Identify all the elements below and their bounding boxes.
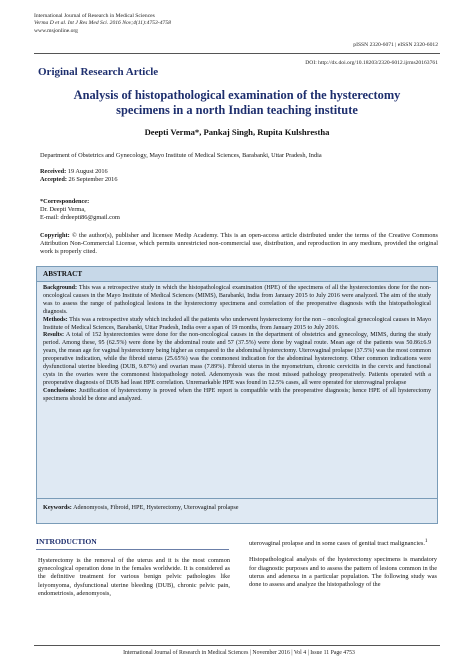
methods-label: Methods: [43, 316, 68, 323]
received-label: Received: [40, 168, 67, 175]
results-text: A total of 152 hysterectomies were done for the non-oncological causes in the department of obstetrics and gynecology, MIMS, during the study period. Among these, 95 (62.5%) were done by the abdominal route and 57 (37.5%) were done by vaginal route. Mean age of the patients was 50.86±6.9 years, the mean age for vaginal hysterectomy being higher as compared to the abdominal hysterectomy. Uterovaginal prolapse (37.5%) was the most common preoperative indication, while the fibroid uterus (25.65%) was the commonest indication for the abdominal hysterectomy. Other common indications were dysfunctional uterine bleeding (DUB, 9.87%) and ovarian mass (7.89%). Fibroid uterus in the myometrium, chronic cervicitis in the cervix and functional cysts in the ovaries were the commonest histopathology noted. Adenomyosis was the most missed pathology preoperatively. Patients operated with a preoperative diagnosis of DUB had least HPE correlation. Unremarkable HPE was found in 12.5% cases, all were operated for uterovaginal prolapse [43, 332, 431, 386]
article-title: Analysis of histopathological examination of the hysterectomy specimens in a north Indian teaching institute [73, 88, 401, 117]
background-label: Background: [43, 285, 78, 291]
keywords-text: Adenomyosis, Fibroid, HPE, Hysterectomy, Uterovaginal prolapse [73, 504, 239, 511]
conclusions-label: Conclusions: [43, 387, 77, 394]
intro-paragraph-1 [249, 537, 437, 548]
introduction-column-1: Hysterectomy is the removal of the uterus and it is the most common gynecological operation done in the females worldwide. It is considered as the definitive treatment for various benign pelvic pathologies like leiyomyoma, dysfunctional uterine bleeding (DUB), chronic pelvic pain, endometriosis, adenomyosis, [38, 557, 230, 597]
abstract-box [36, 266, 438, 524]
results-label: Results: [43, 332, 64, 339]
correspondence-label: *Correspondence: [40, 198, 90, 205]
conclusions-text: Justification of hysterectomy is proved when the HPE report is compatible with the preoperative diagnosis; hence HPE of all hysterectomy specimens should be done and analyzed. [43, 387, 431, 402]
keywords-label: Keywords: [43, 504, 72, 511]
reference-1[interactable]: 1 [424, 538, 428, 544]
journal-header [34, 13, 171, 35]
correspondence-block [40, 198, 120, 223]
footer-divider [34, 645, 440, 646]
introduction-heading: INTRODUCTION [36, 537, 97, 546]
doi-link[interactable]: DOI: http://dx.doi.org/10.18203/2320-6012.ijrms20163761 [305, 60, 438, 66]
journal-name: International Journal of Research in Medical Sciences [34, 13, 155, 19]
copyright-text: © the author(s), publisher and licensee Medip Academy. This is an open-access article distributed under the terms of the Creative Commons Attribution Non-Commercial License, which permits unrestricted non-commercial use, distribution, and reproduction in any medium, provided the original work is properly cited. [40, 232, 438, 256]
authors: Deepti Verma*, Pankaj Singh, Rupita Kulshrestha [144, 127, 330, 137]
correspondence-name: Dr. Deepti Verma, [40, 206, 86, 214]
issn: pISSN 2320-6071 | eISSN 2320-6012 [353, 42, 438, 48]
abstract-body [43, 285, 431, 404]
dates-block [40, 168, 117, 184]
intro-paragraph-2: Histopathological analysis of the hysterectomy specimens is mandatory for diagnostic purposes and to assess the pattern of lesions common in the uterus and adenexa in a particular population. The following study was done to assess and analyze the histopathology of the [249, 556, 437, 588]
accepted-label: Accepted: [40, 176, 67, 184]
copyright-notice [40, 232, 438, 257]
introduction-divider [36, 549, 229, 550]
abstract-background [43, 285, 431, 317]
abstract-results [43, 332, 431, 387]
citation: Verma D et al. Int J Res Med Sci. 2016 Nov;4(11):4753-4758 [34, 20, 171, 27]
page-footer: International Journal of Research in Medical Sciences | November 2016 | Vol 4 | Issue 11 Page 4753 [123, 650, 355, 656]
keywords [43, 504, 431, 511]
methods-text: This was a retrospective study which included all the patients who underwent hysterectomy for the non – oncological gynecological causes in Mayo Institute of Medical Sciences, Barabanki, Uttar Pradesh, India over a span of 19 months, from January 2015 to July 2016. [43, 316, 432, 331]
correspondence-email[interactable]: E-mail: drdeepti86@gmail.com [40, 214, 120, 222]
abstract-heading: ABSTRACT [37, 267, 437, 282]
keywords-divider [37, 498, 437, 499]
article-type: Original Research Article [38, 66, 159, 78]
received-date: 19 August 2016 [67, 168, 108, 175]
header-divider [34, 53, 440, 54]
abstract-conclusions [43, 388, 431, 404]
abstract-methods [43, 317, 431, 333]
accepted-date: 26 September 2016 [68, 176, 118, 184]
background-text: This was a retrospective study in which the histopathological examination (HPE) of the specimens of all the hysterectomies done for the non-oncological causes in the Mayo Institute of Medical Sciences (MIMS), Barabanki, India from January 2015 to July 2016 were analyzed. The aim of the study was to assess the range of pathological lesions in the hysterectomy specimens and correlation of the preoperative diagnosis with the histopathological diagnosis. [43, 285, 431, 315]
intro-paragraph-1-text: uterovaginal prolapse and in some cases of genital tract malignancies. [249, 540, 425, 548]
introduction-column-2 [249, 537, 437, 597]
copyright-label: Copyright: [40, 232, 70, 239]
affiliation: Department of Obstetrics and Gynecology, Mayo Institute of Medical Sciences, Barabanki, Uttar Pradesh, India [40, 152, 322, 159]
website-link[interactable]: www.msjonline.org [34, 27, 78, 34]
